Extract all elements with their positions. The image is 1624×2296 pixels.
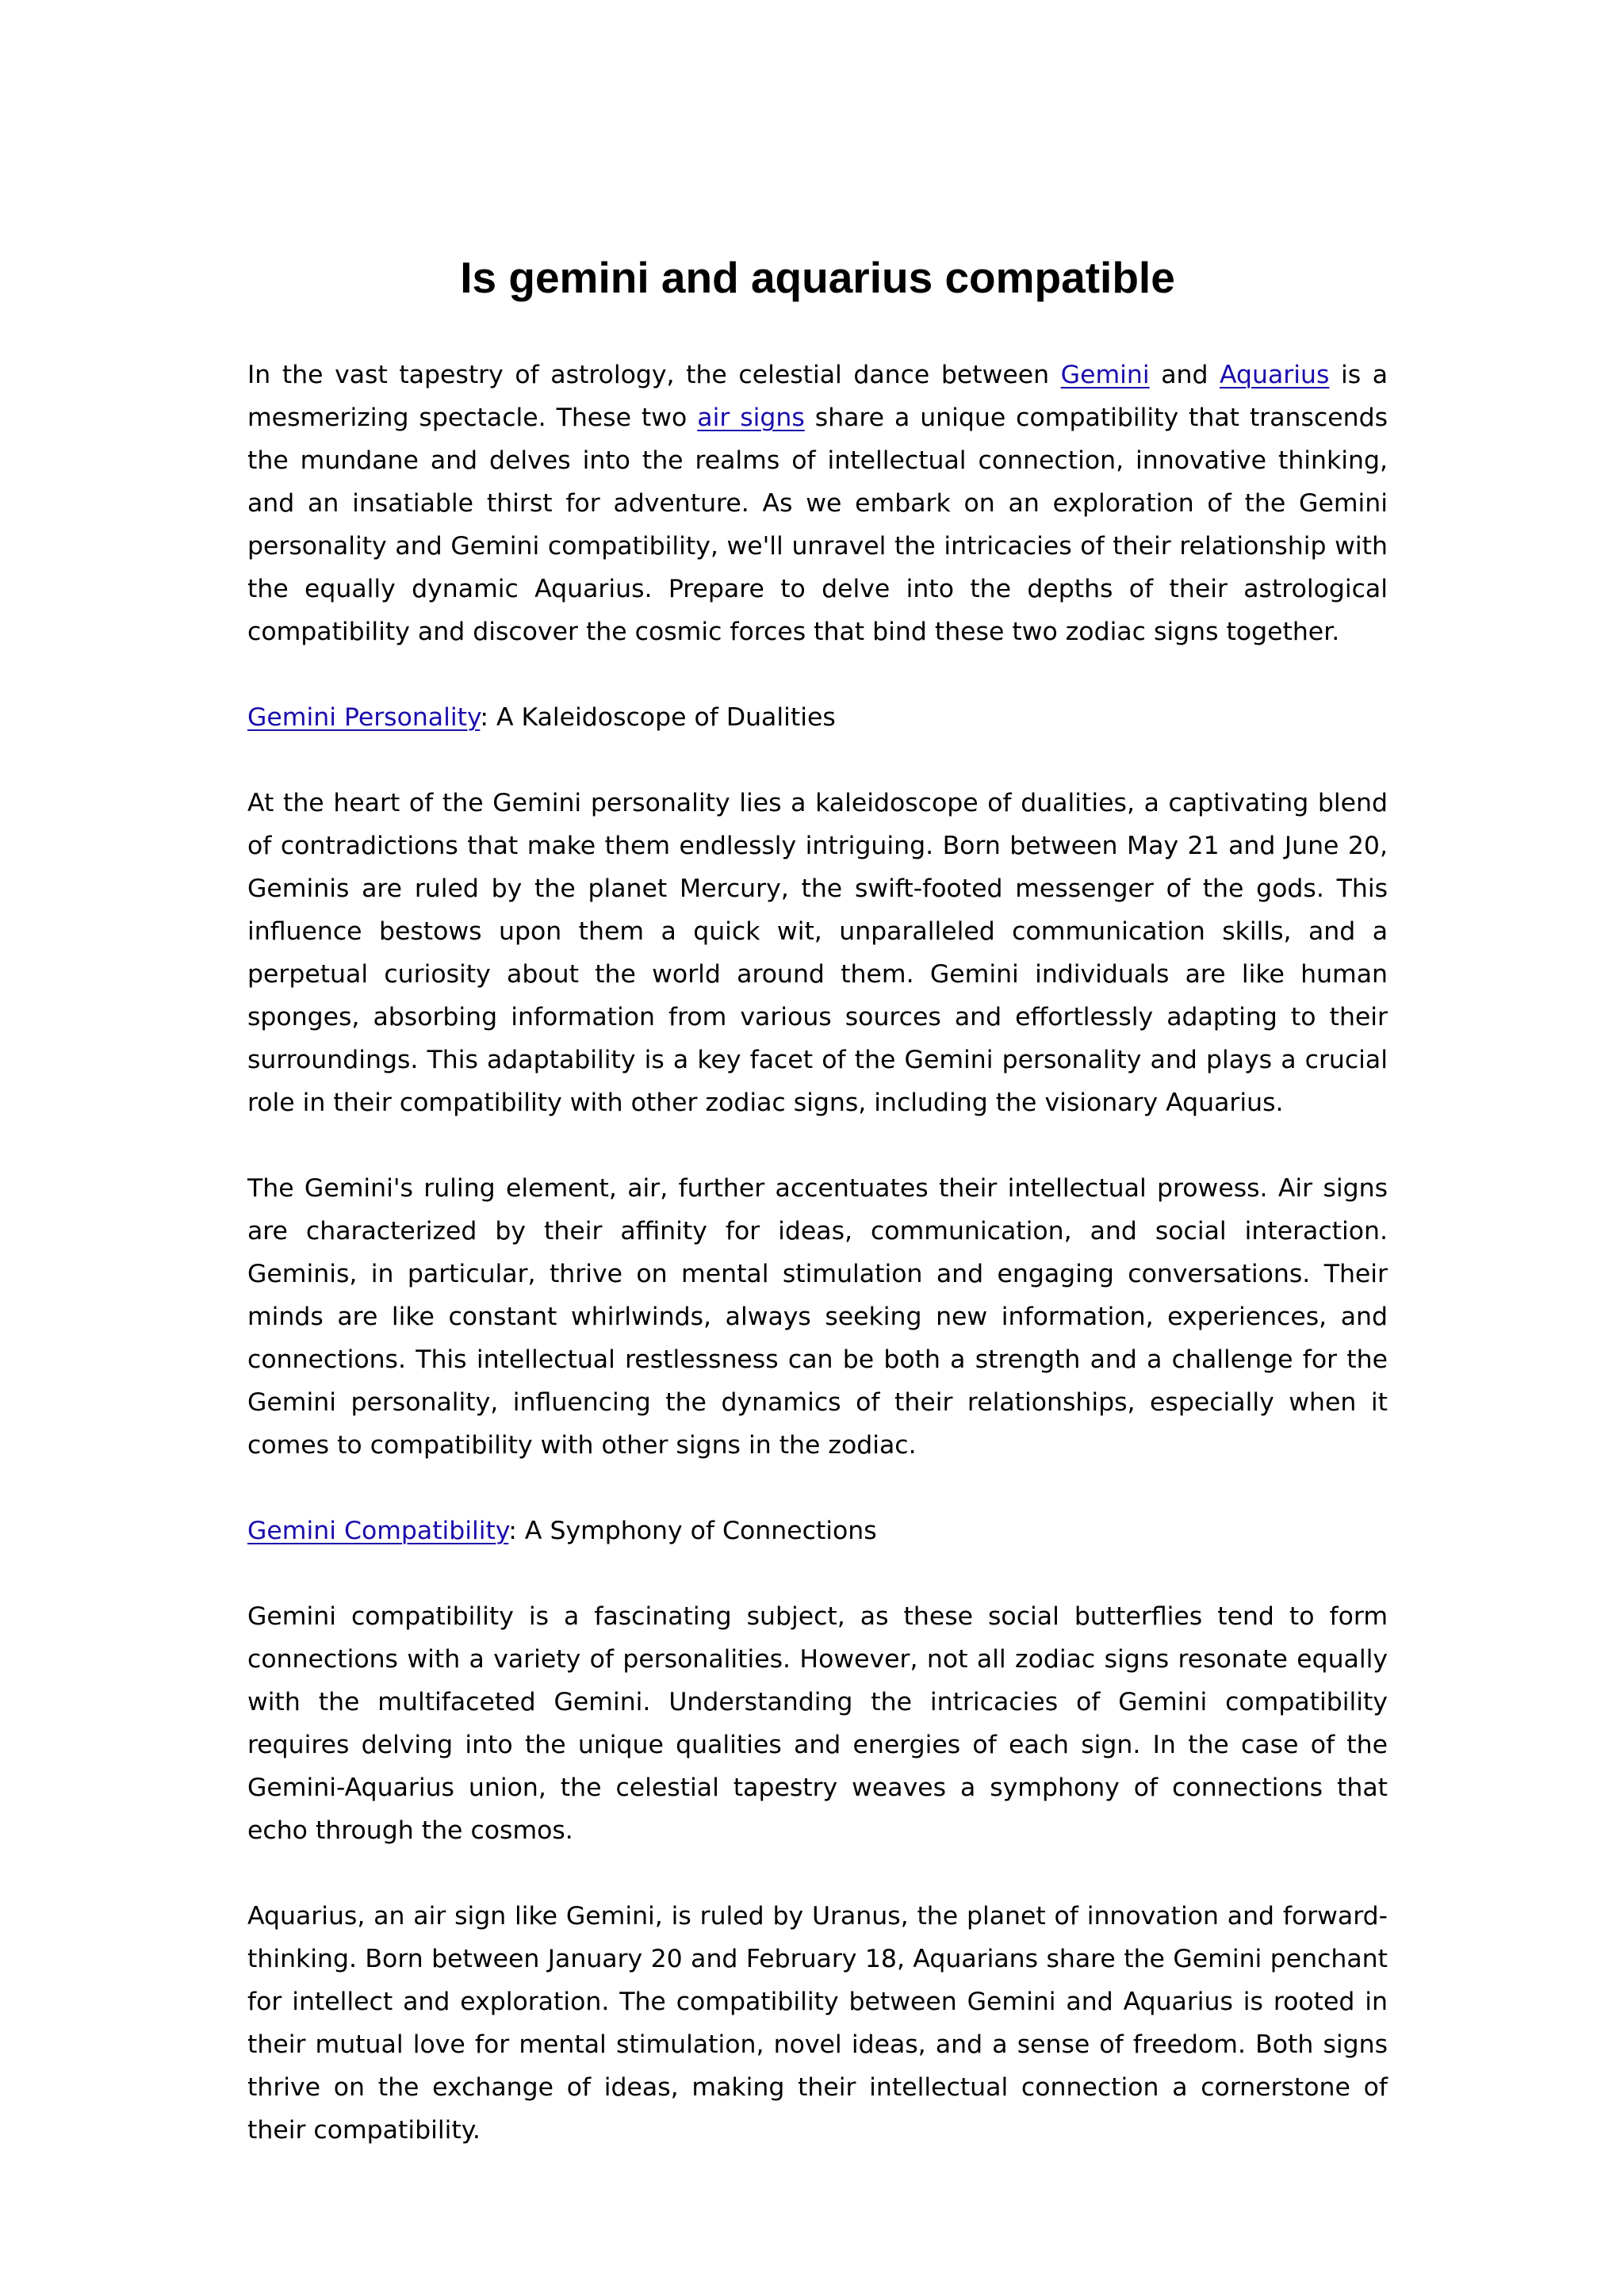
page-title: Is gemini and aquarius compatible: [460, 253, 1175, 302]
paragraph: Gemini compatibility is a fascinating subject, as these social butterflies tend to form connections with a variety of personalities. However, not all zodiac signs resonate equally with the multifaceted Gemini. Understanding the intricacies of Gemini compatibility requires delving into the unique qualities and energies of each sign. In the case of the Gemini-Aquarius union, the celestial tapestry weaves a symphony of connections that echo through the cosmos.: [247, 1602, 1388, 1845]
intro-text-2: and: [1149, 361, 1220, 389]
section-heading-rest: : A Symphony of Connections: [508, 1517, 877, 1545]
intro-text-3: is a mesmerizing spectacle. These two: [247, 361, 1388, 432]
intro-text-4: share a unique compatibility that transcends the mundane and delves into the realms of intellectual connection, innovative thinking, and an insatiable thirst for adventure. As we embark on an exploration of the Gemini personality and Gemini compatibility, we'll unravel the intricacies of their relationship with the equally dynamic Aquarius. Prepare to delve into the depths of their astrological compatibility and discover the cosmic forces that bind these two zodiac signs together.: [247, 404, 1388, 646]
section-heading-gemini-personality: [247, 696, 1388, 739]
document-body: [247, 354, 1388, 2195]
gemini-compatibility-link[interactable]: Gemini Compatibility: [247, 1517, 509, 1545]
air-signs-link[interactable]: air signs: [697, 404, 805, 432]
gemini-personality-link[interactable]: Gemini Personality: [247, 703, 481, 732]
intro-text-1: In the vast tapestry of astrology, the celestial dance between: [247, 361, 1061, 389]
paragraph: The Gemini's ruling element, air, further accentuates their intellectual prowess. Air signs are characterized by their affinity for ideas, communication, and social interaction. Geminis, in particular, thrive on mental stimulation and engaging conversations. Their minds are like constant whirlwinds, always seeking new information, experiences, and connections. This intellectual restlessness can be both a strength and a challenge for the Gemini personality, influencing the dynamics of their relationships, especially when it comes to compatibility with other signs in the zodiac.: [247, 1174, 1388, 1460]
aquarius-link[interactable]: Aquarius: [1220, 361, 1330, 389]
paragraph: At the heart of the Gemini personality lies a kaleidoscope of dualities, a captivating blend of contradictions that make them endlessly intriguing. Born between May 21 and June 20, Geminis are ruled by the planet Mercury, the swift-footed messenger of the gods. This influence bestows upon them a quick wit, unparalleled communication skills, and a perpetual curiosity about the world around them. Gemini individuals are like human sponges, absorbing information from various sources and effortlessly adapting to their surroundings. This adaptability is a key facet of the Gemini personality and plays a crucial role in their compatibility with other zodiac signs, including the visionary Aquarius.: [247, 789, 1388, 1117]
gemini-link[interactable]: Gemini: [1060, 361, 1150, 389]
section-heading-gemini-compatibility: [247, 1510, 1388, 1552]
paragraph: Aquarius, an air sign like Gemini, is ruled by Uranus, the planet of innovation and forward-thinking. Born between January 20 and February 18, Aquarians share the Gemini penchant for intellect and exploration. The compatibility between Gemini and Aquarius is rooted in their mutual love for mental stimulation, novel ideas, and a sense of freedom. Both signs thrive on the exchange of ideas, making their intellectual connection a cornerstone of their compatibility.: [247, 1902, 1388, 2145]
intro-paragraph: [247, 354, 1388, 653]
section-heading-rest: : A Kaleidoscope of Dualities: [480, 703, 836, 732]
